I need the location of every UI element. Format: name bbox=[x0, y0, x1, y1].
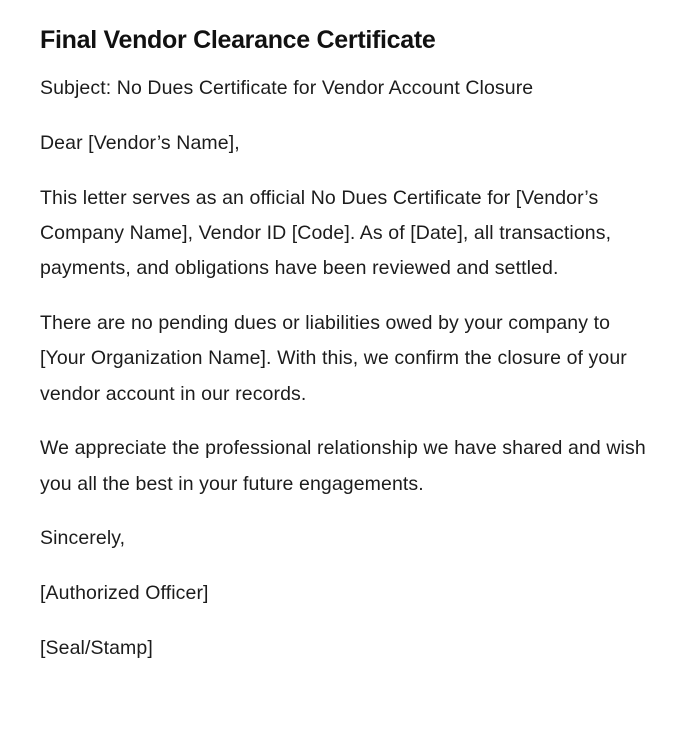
salutation: Dear [Vendor’s Name], bbox=[40, 131, 240, 154]
closing: Sincerely, bbox=[40, 527, 126, 550]
body-paragraph-2: There are no pending dues or liabilities owed by your company to [Your Organization Name]. With this, we confirm the closure of your vendor account in our records. bbox=[40, 311, 627, 405]
document-title: Final Vendor Clearance Certificate bbox=[40, 26, 436, 54]
certificate-document bbox=[40, 22, 650, 686]
subject-line: Subject: No Dues Certificate for Vendor Account Closure bbox=[40, 77, 534, 99]
seal-placeholder: [Seal/Stamp] bbox=[40, 637, 153, 660]
signatory: [Authorized Officer] bbox=[40, 582, 209, 605]
body-paragraph-1: This letter serves as an official No Dues Certificate for [Vendor’s Company Name], Vendor ID [Code]. As of [Date], all transactions, payments, and obligations have been reviewed and settled. bbox=[40, 186, 612, 280]
body-paragraph-3: We appreciate the professional relationship we have shared and wish you all the best in your future engagements. bbox=[40, 437, 646, 495]
